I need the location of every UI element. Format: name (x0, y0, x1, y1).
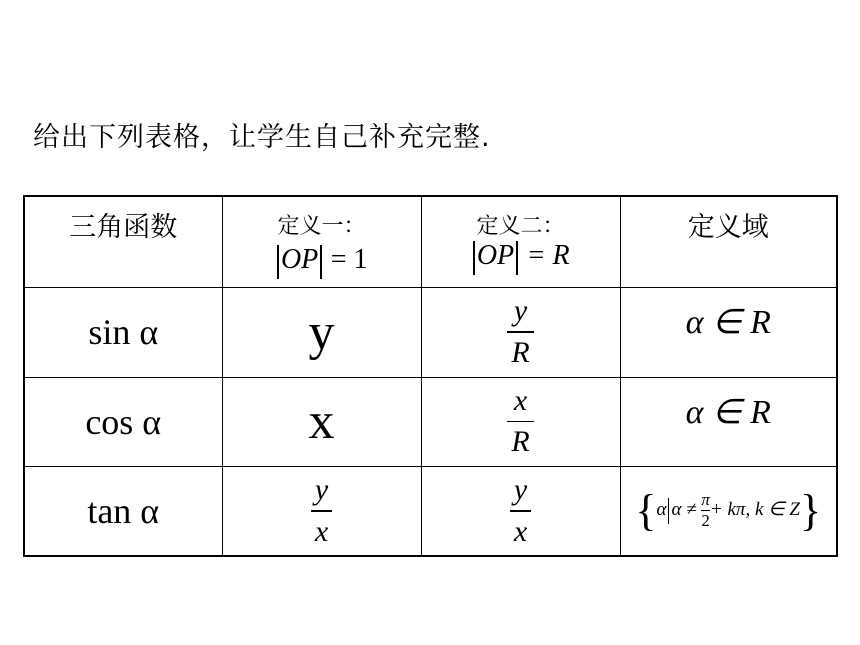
definition-one-var: OP (280, 244, 319, 275)
fraction (510, 473, 531, 549)
trig-definition-table (23, 195, 838, 557)
sin-def-one: y (222, 287, 421, 377)
definition-one-equation (223, 244, 421, 279)
numerator: y (513, 294, 528, 328)
tan-def-two (421, 466, 620, 556)
fraction (507, 294, 533, 370)
header-trig-function (24, 196, 222, 287)
fraction (311, 473, 332, 549)
set-rest: + kπ, k ∈ Z (709, 499, 800, 521)
denominator: R (511, 335, 530, 369)
instruction-text: 给出下列表格，让学生自己补充完整. (33, 122, 491, 153)
sin-domain: α ∈ R (620, 287, 837, 377)
numerator: y (513, 473, 528, 506)
cos-def-two (421, 377, 620, 466)
header-definition-one (222, 196, 421, 287)
header-row (24, 196, 837, 287)
numerator: x (513, 383, 528, 417)
table-row (24, 377, 837, 466)
pi-over-two (701, 491, 710, 530)
func-cos: cos α (24, 377, 222, 466)
table-row (24, 287, 837, 377)
func-sin: sin α (24, 287, 222, 377)
tan-domain-set (635, 486, 822, 536)
set-var: α (656, 499, 667, 521)
tan-domain (620, 466, 837, 556)
numerator: y (314, 473, 329, 506)
header-domain-label: 定义域 (687, 212, 769, 243)
table-row (24, 466, 837, 556)
sin-def-two (421, 287, 620, 377)
cos-domain: α ∈ R (620, 377, 837, 466)
func-tan: tan α (24, 466, 222, 556)
tan-def-one (222, 466, 421, 556)
definition-two-label: 定义二： (476, 214, 565, 239)
close-brace: } (800, 486, 822, 536)
fraction (507, 384, 533, 460)
set-condition: α ≠ (671, 499, 697, 521)
definition-one-rhs: = 1 (330, 244, 368, 275)
denominator: R (511, 425, 530, 459)
header-definition-two (421, 196, 620, 287)
two: 2 (701, 511, 710, 531)
definition-two-equation (422, 240, 620, 275)
definition-two-rhs: = R (526, 240, 570, 271)
denominator: x (513, 514, 528, 548)
cos-def-one: x (222, 377, 421, 466)
open-brace: { (635, 486, 657, 536)
definition-one-label: 定义一： (277, 214, 366, 239)
pi: π (701, 490, 710, 510)
header-domain (620, 196, 837, 287)
header-trig-function-label: 三角函数 (69, 212, 178, 243)
denominator: x (314, 514, 329, 548)
definition-two-var: OP (476, 240, 515, 271)
